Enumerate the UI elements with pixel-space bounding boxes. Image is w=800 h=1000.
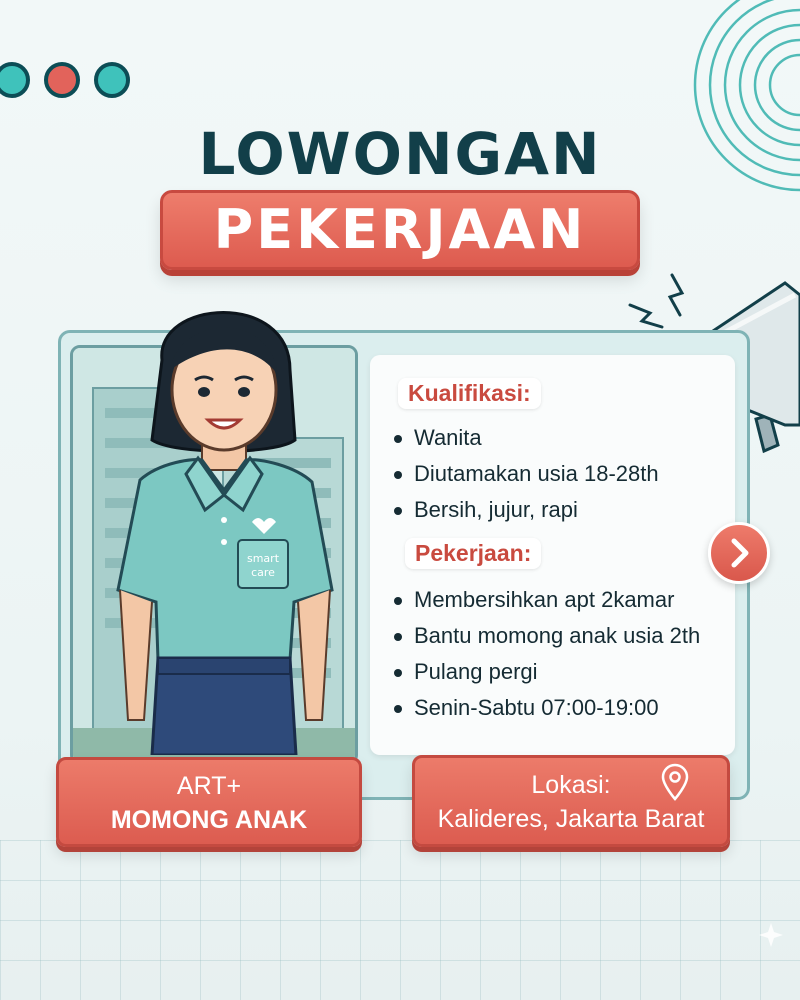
- job-label: Pekerjaan:: [405, 538, 541, 569]
- position-line2: MOMONG ANAK: [110, 806, 308, 834]
- location-label: Lokasi:: [531, 771, 611, 799]
- position-badge: [56, 757, 362, 847]
- list-item: Senin-Sabtu 07:00-19:00: [392, 690, 700, 726]
- title-lowongan: LOWONGAN: [198, 120, 602, 188]
- sparkle-icon: [758, 922, 784, 948]
- list-item: Pulang pergi: [392, 654, 700, 690]
- qualification-label: Kualifikasi:: [398, 378, 541, 409]
- map-pin-icon: [660, 763, 690, 801]
- svg-text:care: care: [251, 566, 275, 579]
- location-value: Kalideres, Jakarta Barat: [437, 805, 705, 833]
- list-item: Bersih, jujur, rapi: [392, 492, 659, 528]
- window-dot-coral: [44, 62, 80, 98]
- window-dot-teal: [0, 62, 30, 98]
- list-item: Wanita: [392, 420, 659, 456]
- job-list: [392, 582, 700, 726]
- svg-text:smart: smart: [246, 552, 280, 565]
- list-item: Bantu momong anak usia 2th: [392, 618, 700, 654]
- position-line1: ART+: [176, 772, 242, 800]
- next-button[interactable]: [708, 522, 770, 584]
- floor-grid: [0, 840, 800, 1000]
- list-item: Diutamakan usia 18-28th: [392, 456, 659, 492]
- woman-illustration: [100, 290, 350, 755]
- window-dot-teal: [94, 62, 130, 98]
- chevron-right-icon: [711, 525, 767, 581]
- title-pekerjaan: PEKERJAAN: [213, 198, 587, 261]
- list-item: Membersihkan apt 2kamar: [392, 582, 700, 618]
- qualification-list: [392, 420, 659, 528]
- title-banner: [160, 190, 640, 270]
